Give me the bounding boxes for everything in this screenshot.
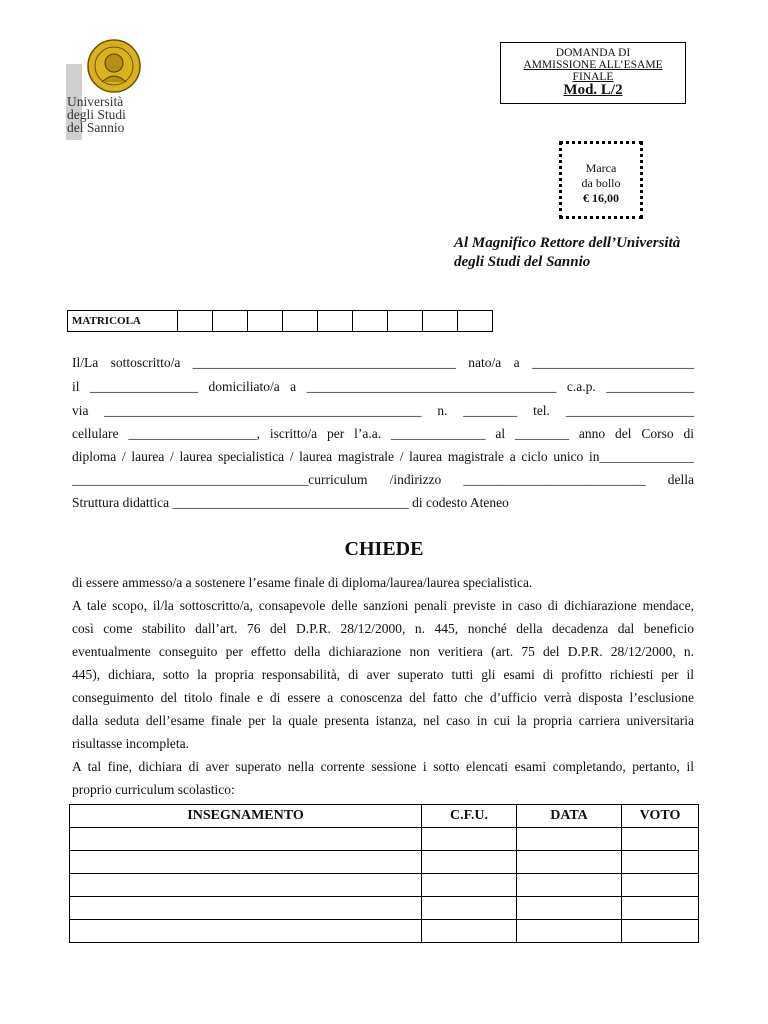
stamp-line-2: da bollo <box>581 176 621 190</box>
form-line-degree-type[interactable]: diploma / laurea / laurea specialistica / laurea magistrale / laurea magistrale a ciclo unico in______________ <box>72 449 694 464</box>
form-line-enrollment[interactable]: cellulare ___________________, iscritto/a per l’a.a. ______________ al ________ anno del Corso di <box>72 426 694 441</box>
form-header-box <box>500 42 686 104</box>
course-cell[interactable] <box>70 874 422 897</box>
exams-table <box>69 804 699 943</box>
table-row <box>70 828 699 851</box>
header-line-3: FINALE <box>572 71 614 83</box>
svg-text:· · · · · · ·: · · · · · · · <box>103 42 125 48</box>
course-cell[interactable] <box>70 920 422 943</box>
matricola-digit-cell[interactable] <box>178 311 213 332</box>
cfu-cell[interactable] <box>422 828 517 851</box>
date-cell[interactable] <box>517 874 622 897</box>
date-cell[interactable] <box>517 897 622 920</box>
page-title: CHIEDE <box>344 538 424 560</box>
body-line: proprio curriculum scolastico: <box>72 782 235 797</box>
body-line: conseguimento del titolo finale e di essere a conoscenza del fatto che d’ufficio verrà disposta l’esclusione <box>72 690 694 705</box>
matricola-digit-cell[interactable] <box>248 311 283 332</box>
header-line-2: AMMISSIONE ALL’ESAME <box>523 59 663 71</box>
cfu-cell[interactable] <box>422 874 517 897</box>
body-line: eventualmente conseguito per effetto della dichiarazione non veritiera (art. 75 del D.P.R. 28/12/2000, n. <box>72 644 694 659</box>
matricola-digit-cell[interactable] <box>388 311 423 332</box>
addressee <box>454 234 680 272</box>
col-header-date: DATA <box>517 805 622 828</box>
form-code: Mod. L/2 <box>563 82 623 98</box>
form-line-residence[interactable]: il ________________ domiciliato/a a _____________________________________ c.a.p. _____________ <box>72 379 694 394</box>
date-cell[interactable] <box>517 851 622 874</box>
grade-cell[interactable] <box>622 897 699 920</box>
addressee-line-1: Al Magnifico Rettore dell’Università <box>454 235 681 251</box>
logo-line-3: del Sannio <box>67 120 125 135</box>
matricola-table <box>67 310 493 332</box>
logo-line-1: Università <box>67 94 124 109</box>
form-line-address[interactable]: via _______________________________________________ n. ________ tel. ___________________ <box>72 403 694 418</box>
header-line-1: DOMANDA DI <box>555 47 631 59</box>
matricola-digit-cell[interactable] <box>213 311 248 332</box>
body-line: A tale scopo, il/la sottoscritto/a, consapevole delle sanzioni penali previste in caso di dichiarazione mendace, <box>72 598 694 613</box>
grade-cell[interactable] <box>622 874 699 897</box>
body-line: 445), dichiara, sotto la propria responsabilità, di aver superato tutti gli esami di profitto richiesti per il <box>72 667 694 682</box>
table-row <box>70 920 699 943</box>
revenue-stamp-box <box>559 141 643 219</box>
logo-text <box>67 95 147 134</box>
table-header-row <box>70 805 699 828</box>
form-line-curriculum[interactable]: ___________________________________curriculum /indirizzo ___________________________ della <box>72 472 694 487</box>
table-row <box>70 897 699 920</box>
course-cell[interactable] <box>70 851 422 874</box>
matricola-digit-cell[interactable] <box>353 311 388 332</box>
col-header-course: INSEGNAMENTO <box>70 805 422 828</box>
cfu-cell[interactable] <box>422 851 517 874</box>
stamp-amount: € 16,00 <box>583 191 619 205</box>
body-line: risultasse incompleta. <box>72 736 189 751</box>
body-line: di essere ammesso/a a sostenere l’esame finale di diploma/laurea/laurea specialistica. <box>72 575 533 590</box>
logo-line-2: degli Studi <box>67 107 126 122</box>
table-row <box>70 851 699 874</box>
matricola-digit-cell[interactable] <box>283 311 318 332</box>
grade-cell[interactable] <box>622 828 699 851</box>
table-row <box>70 874 699 897</box>
matricola-label: MATRICOLA <box>68 311 178 332</box>
form-line-name[interactable]: Il/La sottoscritto/a _______________________________________ nato/a a ________________________ <box>72 355 694 370</box>
matricola-digit-cell[interactable] <box>458 311 493 332</box>
cfu-cell[interactable] <box>422 920 517 943</box>
course-cell[interactable] <box>70 828 422 851</box>
stamp-line-1: Marca <box>585 161 617 175</box>
matricola-digit-cell[interactable] <box>318 311 353 332</box>
body-line: così come stabilito dall’art. 76 del D.P.R. 28/12/2000, n. 445, nonché della decadenza dal beneficio <box>72 621 694 636</box>
col-header-cfu: C.F.U. <box>422 805 517 828</box>
addressee-line-2: degli Studi del Sannio <box>454 254 591 270</box>
date-cell[interactable] <box>517 828 622 851</box>
date-cell[interactable] <box>517 920 622 943</box>
form-line-structure[interactable]: Struttura didattica ___________________________________ di codesto Ateneo <box>72 495 509 510</box>
grade-cell[interactable] <box>622 920 699 943</box>
course-cell[interactable] <box>70 897 422 920</box>
col-header-grade: VOTO <box>622 805 699 828</box>
body-line: A tal fine, dichiara di aver superato nella corrente sessione i sotto elencati esami completando, pertanto, il <box>72 759 694 774</box>
matricola-digit-cell[interactable] <box>423 311 458 332</box>
cfu-cell[interactable] <box>422 897 517 920</box>
body-line: dalla seduta dell’esame finale per la quale presenta istanza, nel caso in cui la propria carriera universitaria <box>72 713 694 728</box>
grade-cell[interactable] <box>622 851 699 874</box>
